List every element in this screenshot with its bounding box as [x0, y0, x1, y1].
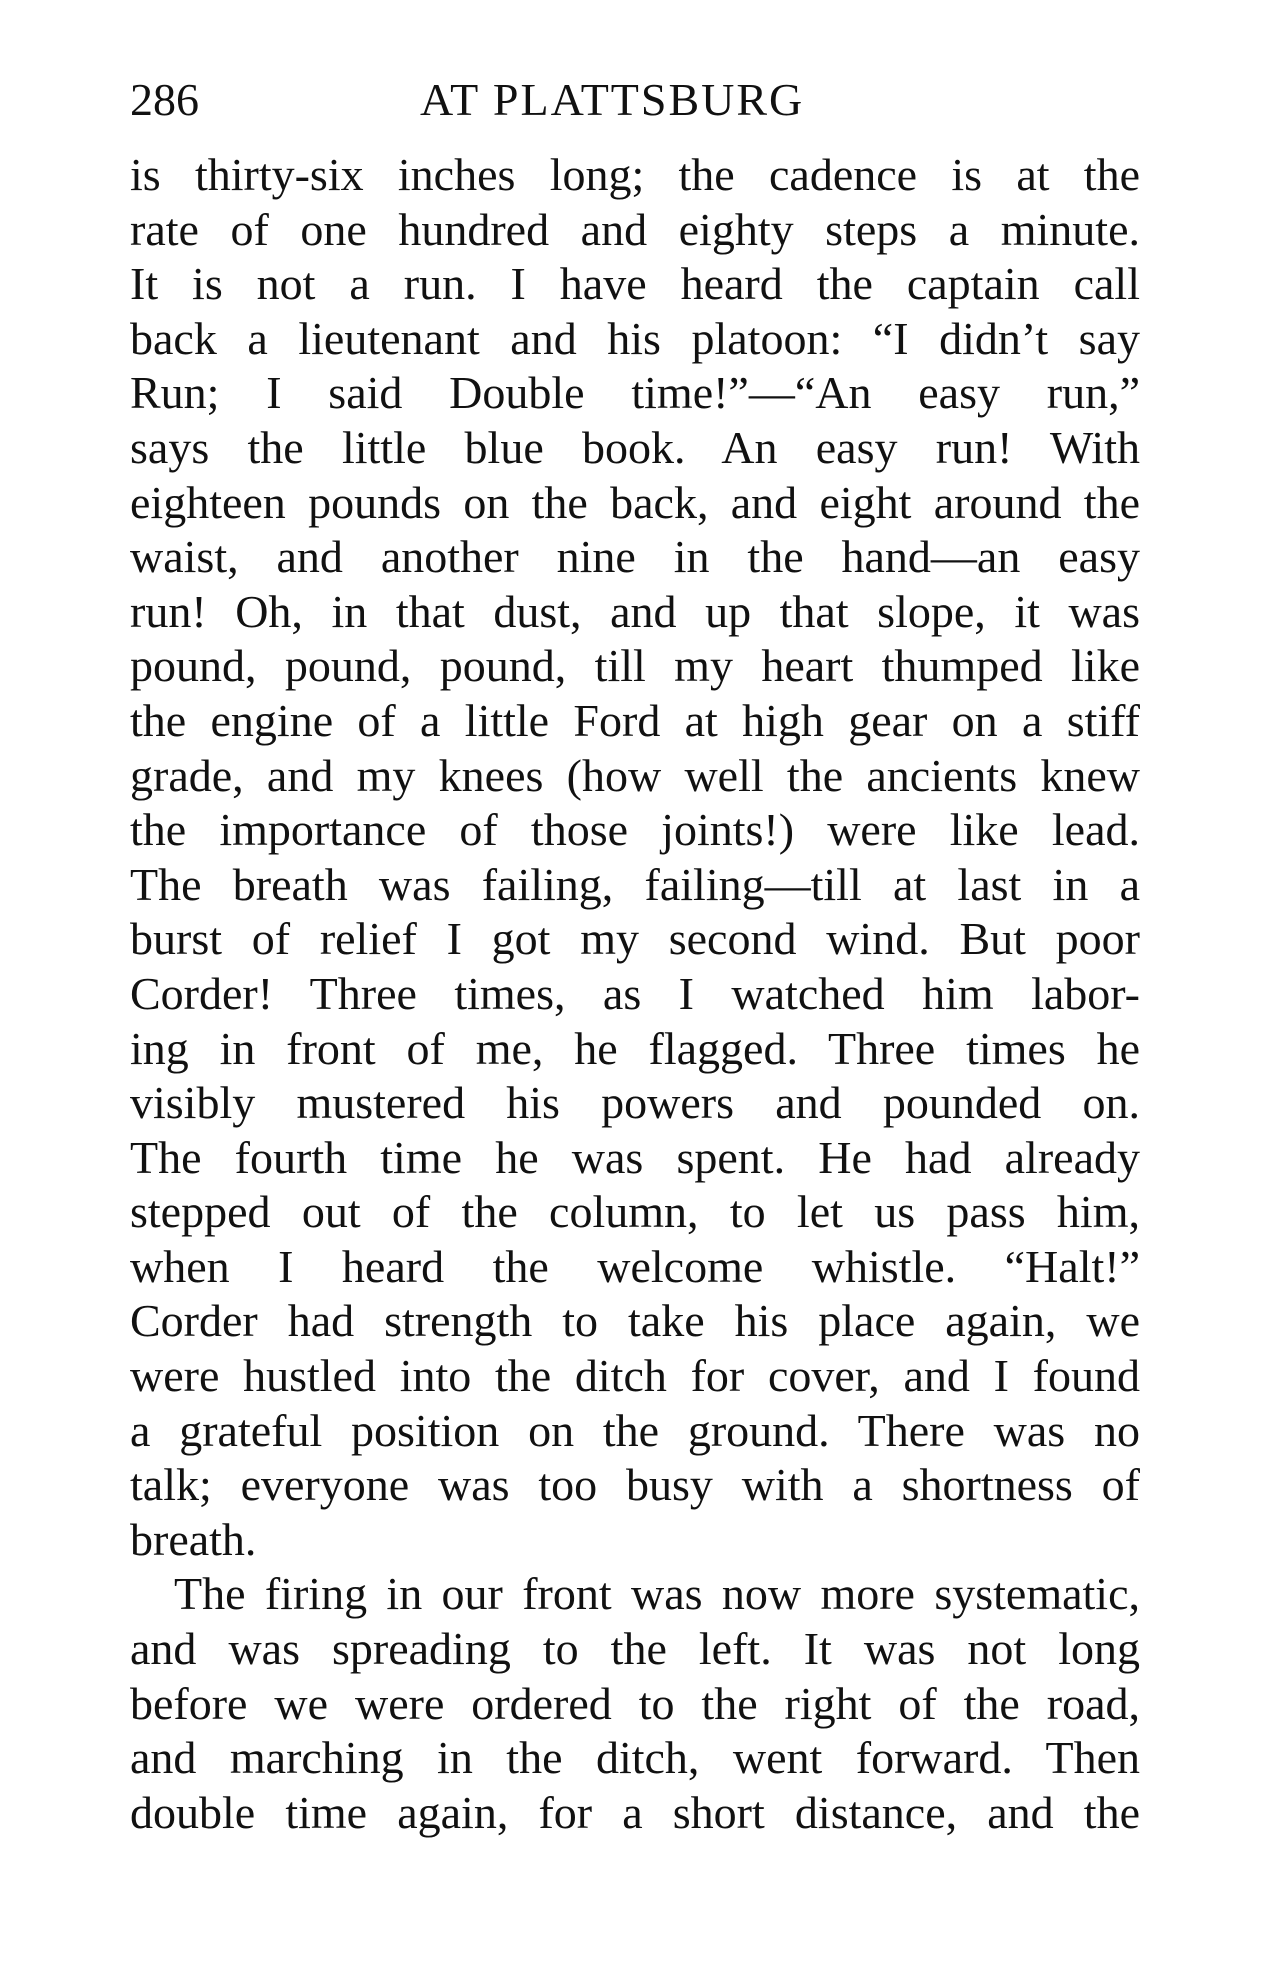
- page-header: [130, 70, 1140, 130]
- text-line: run! Oh, in that dust, and up that slope, it was: [130, 585, 1140, 637]
- text-line: The fourth time he was spent. He had already: [130, 1131, 1140, 1183]
- text-line: grade, and my knees (how well the ancients knew: [130, 749, 1140, 801]
- text-line: The firing in our front was now more systematic,: [174, 1568, 1140, 1620]
- text-line: the engine of a little Ford at high gear on a stiff: [130, 694, 1140, 746]
- text-line: breath.: [130, 1513, 257, 1565]
- body-text: [130, 148, 1140, 1840]
- text-line: back a lieutenant and his platoon: “I didn’t say: [130, 312, 1140, 364]
- text-line: were hustled into the ditch for cover, and I found: [130, 1350, 1140, 1402]
- book-page: [130, 70, 1140, 1840]
- text-line: is thirty-six inches long; the cadence is at the: [130, 149, 1140, 200]
- text-line: double time again, for a short distance, and the: [130, 1786, 1140, 1838]
- text-line: a grateful position on the ground. There was no: [130, 1404, 1140, 1456]
- running-head: AT PLATTSBURG: [420, 74, 805, 125]
- text-line: and marching in the ditch, went forward. Then: [130, 1732, 1140, 1784]
- paragraph-1: [130, 148, 1140, 1567]
- text-line: and was spreading to the left. It was not long: [130, 1623, 1140, 1675]
- text-line: when I heard the welcome whistle. “Halt!”: [130, 1240, 1140, 1292]
- text-line: stepped out of the column, to let us pass him,: [130, 1186, 1140, 1238]
- text-line: the importance of those joints!) were like lead.: [130, 804, 1140, 856]
- text-line: The breath was failing, failing—till at last in a: [130, 858, 1140, 910]
- text-line: Corder had strength to take his place again, we: [130, 1295, 1140, 1347]
- paragraph-2: [130, 1567, 1140, 1840]
- text-line: rate of one hundred and eighty steps a minute.: [130, 203, 1140, 255]
- text-line: says the little blue book. An easy run! With: [130, 421, 1140, 473]
- text-line: before we were ordered to the right of the road,: [130, 1677, 1140, 1729]
- text-line: pound, pound, pound, till my heart thumped like: [130, 640, 1140, 692]
- text-line: waist, and another nine in the hand—an easy: [130, 531, 1140, 583]
- text-line: talk; everyone was too busy with a shortness of: [130, 1459, 1140, 1511]
- page-number: 286: [130, 74, 199, 125]
- text-line: Run; I said Double time!”—“An easy run,”: [130, 367, 1140, 419]
- text-line: eighteen pounds on the back, and eight around the: [130, 476, 1140, 528]
- text-line: visibly mustered his powers and pounded on.: [130, 1077, 1140, 1129]
- text-line: Corder! Three times, as I watched him labor-: [130, 967, 1140, 1019]
- text-line: ing in front of me, he flagged. Three times he: [130, 1022, 1140, 1074]
- text-line: burst of relief I got my second wind. But poor: [130, 913, 1140, 965]
- text-line: It is not a run. I have heard the captain call: [130, 258, 1140, 310]
